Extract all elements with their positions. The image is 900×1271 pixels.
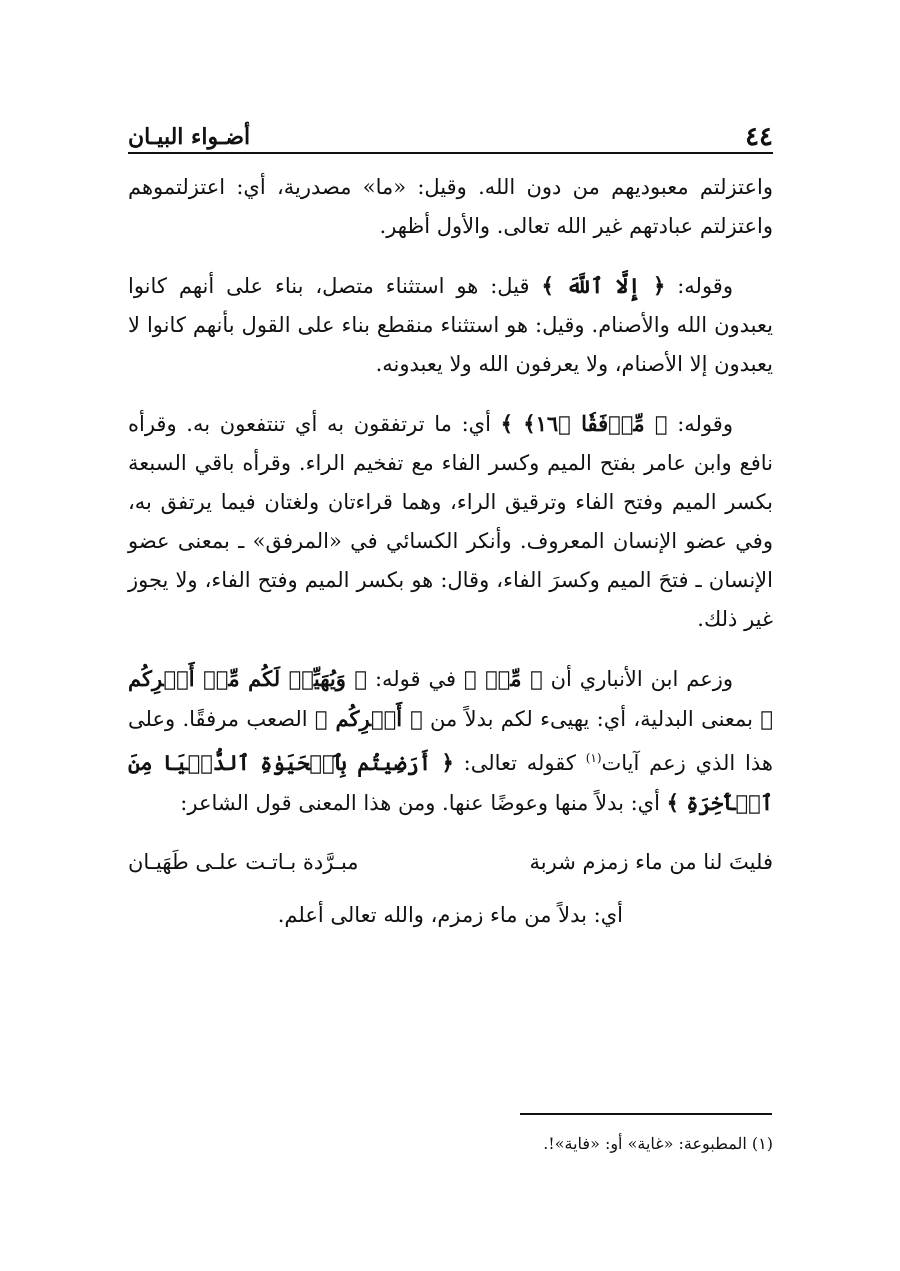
paragraph-2-text: قيل: هو استثناء متصل، بناء على أنهم كانوا يعبدون الله والأصنام. وقيل: هو استثناء منقطع بناء على القول بأنهم كانوا لا يعبدون إلا الأصنام، ولا يعرفون الله ولا يعبدونه. bbox=[128, 274, 773, 376]
header-rule bbox=[128, 152, 773, 154]
paragraph-2 bbox=[128, 266, 773, 384]
footnote-rule bbox=[520, 1113, 772, 1115]
quran-quote: ﴿ مِّنۡ ﴾ bbox=[463, 666, 543, 691]
paragraph-1: واعتزلتم معبوديهم من دون الله. وقيل: «ما» مصدرية، أي: اعتزلتموهم واعتزلتم عبادتهم غير الله تعالى. والأول أظهر. bbox=[128, 175, 773, 238]
quran-quote: ﴿ أَمۡرِكُم ﴾ bbox=[314, 706, 423, 731]
paragraph-4-text-a: وزعم ابن الأنباري أن bbox=[550, 667, 734, 691]
footnote: (١) المطبوعة: «غاية» أو: «فاية»!. bbox=[543, 1134, 773, 1153]
page-number: ٤٤ bbox=[745, 122, 773, 152]
paragraph-4-text-e: كقوله تعالى: bbox=[463, 751, 576, 775]
paragraph-2-lead: وقوله: bbox=[677, 274, 733, 298]
paragraph-4-text-f: أي: بدلاً منها وعوضًا عنها. ومن هذا المعنى قول الشاعر: bbox=[180, 791, 660, 815]
page-header bbox=[128, 108, 773, 152]
paragraph-4 bbox=[128, 659, 773, 823]
verse-hemistich-1: فليتَ لنا من ماء زمزم شربة bbox=[529, 850, 773, 874]
paragraph-4-text-b: في قوله: bbox=[374, 667, 457, 691]
paragraph-3-text: أي: ما ترتفقون به أي تنتفعون به. وقرأه نافع وابن عامر بفتح الميم وكسر الفاء مع تفخيم الراء. وقرأه باقي السبعة بكسر الميم وفتح الفاء وترقيق الراء، وهما قراءتان ولغتان فيما يرتفق به، وفي عضو الإنسان المعروف. وأنكر الكسائي في «المرفق» ـ بمعنى عضو الإنسان ـ فتحَ الميم وكسرَ الفاء، وقال: هو بكسر الميم وفتح الفاء، ولا يجوز غير ذلك. bbox=[128, 412, 773, 631]
poetry-verse bbox=[128, 843, 773, 882]
paragraph-4-text-c: بمعنى البدلية، أي: يهيىء لكم بدلاً من bbox=[430, 707, 754, 731]
quran-quote: ﴿ إِلَّا ٱللَّهَ ﴾ bbox=[541, 273, 666, 298]
page-body bbox=[128, 168, 773, 935]
running-title: أضـواء البيـان bbox=[128, 124, 251, 150]
quran-quote: ﴿ وَيُهَيِّئۡ لَكُم مِّنۡ أَمۡرِكُم ﴾ bbox=[128, 666, 773, 731]
verse-hemistich-2: مبـرَّدة بـاتـت علـى طَهَيـان bbox=[128, 850, 359, 874]
quran-quote: ﴿ أَرَضِيتُم بِٱلۡحَيَوٰةِ ٱلدُّنۡيَا مِنَ ٱلۡأٓخِرَةِ ﴾ bbox=[128, 750, 773, 815]
quran-quote: ﴿ مِّرۡفَقٗا ﴿١٦﴾ ﴾ bbox=[500, 411, 668, 436]
paragraph-4-text-d: الصعب مرفقًا. وعلى هذا الذي زعم آيات bbox=[128, 707, 773, 775]
paragraph-3 bbox=[128, 404, 773, 639]
paragraph-3-lead: وقوله: bbox=[677, 412, 733, 436]
closing-line: أي: بدلاً من ماء زمزم، والله تعالى أعلم. bbox=[277, 903, 623, 927]
footnote-reference[interactable]: (١) bbox=[585, 751, 602, 765]
